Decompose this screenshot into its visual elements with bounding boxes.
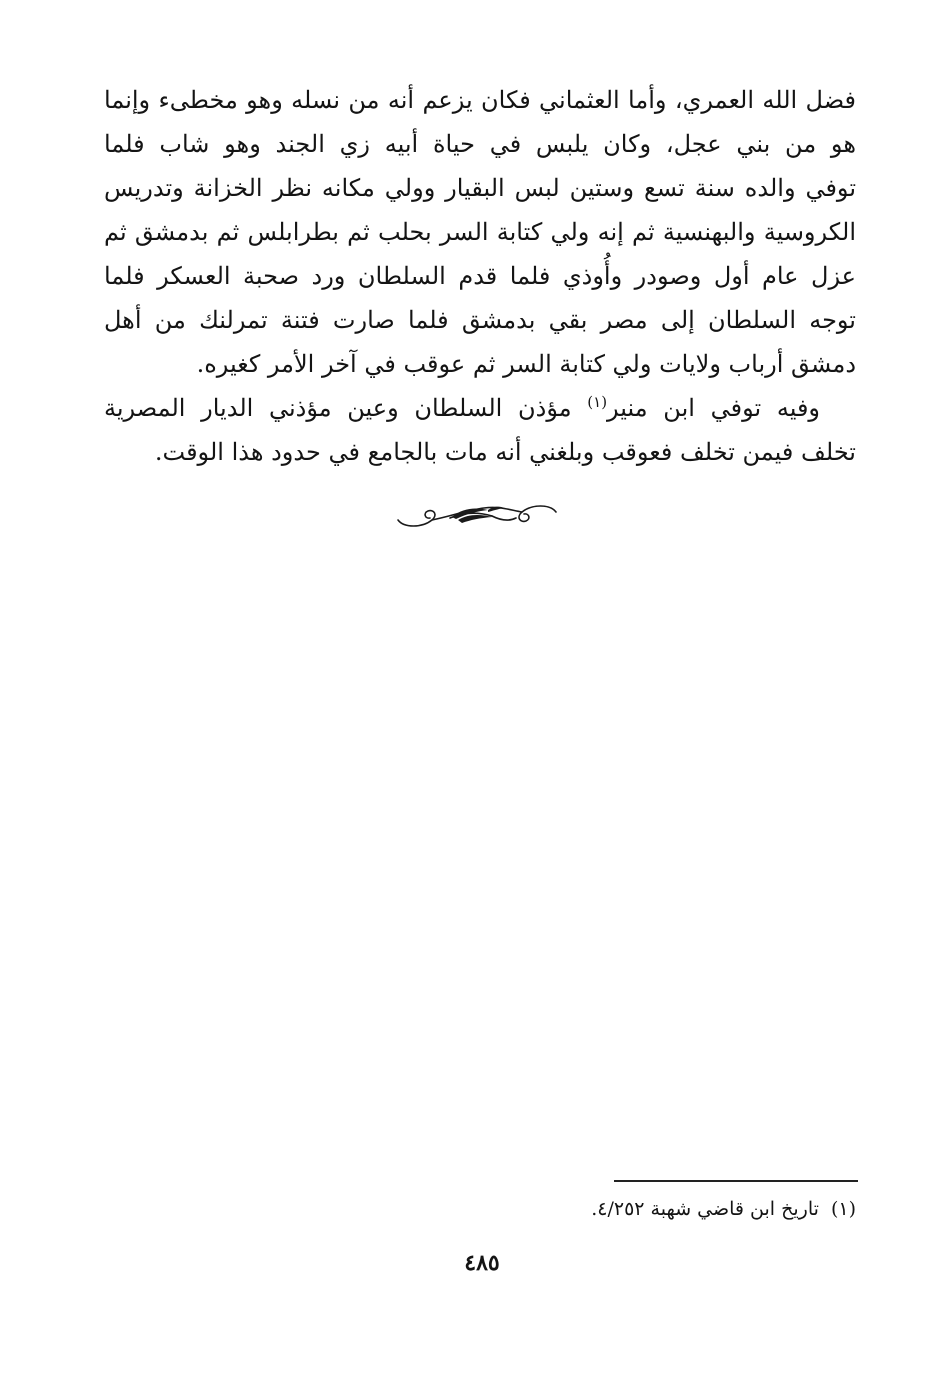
floral-divider-icon: [392, 498, 562, 532]
footnote-reference[interactable]: (١): [587, 393, 608, 411]
text-line: دمشق أرباب ولايات ولي كتابة السر ثم عوقب في آخر الأمر كغيره.: [196, 350, 856, 378]
text-line: الكروسية والبهنسية ثم إنه ولي كتابة السر بحلب ثم بطرابلس ثم بدمشق ثم: [104, 218, 856, 246]
text-line: عزل عام أول وصودر وأُوذي فلما قدم السلطان ورد صحبة العسكر فلما: [104, 262, 856, 290]
page-number: ٤٨٥: [464, 1250, 500, 1276]
text-line: [104, 386, 856, 430]
text-line: فضل الله العمري، وأما العثماني فكان يزعم أنه من نسله وهو مخطىء وإنما: [104, 86, 856, 114]
text-fragment: مؤذن السلطان وعين مؤذني الديار المصرية: [104, 394, 588, 422]
footnote: [400, 1194, 856, 1224]
footnote-number: (١): [830, 1198, 856, 1220]
text-fragment: وفيه توفي ابن منير: [607, 394, 821, 422]
text-line: تخلف فيمن تخلف فعوقب وبلغني أنه مات بالجامع في حدود هذا الوقت.: [154, 438, 856, 466]
paragraph-1: [104, 78, 856, 386]
text-line: توفي والده سنة تسع وستين لبس البقيار وولي مكانه نظر الخزانة وتدريس: [104, 174, 856, 202]
text-line: توجه السلطان إلى مصر بقي بدمشق فلما صارت فتنة تمرلنك من أهل: [104, 306, 856, 334]
text-line: هو من بني عجل، وكان يلبس في حياة أبيه زي الجند وهو شاب فلما: [104, 130, 856, 158]
footnote-separator: [614, 1180, 858, 1182]
paragraph-2: [104, 386, 856, 474]
footnote-text: تاريخ ابن قاضي شهبة ٤/٢٥٢.: [591, 1198, 819, 1220]
